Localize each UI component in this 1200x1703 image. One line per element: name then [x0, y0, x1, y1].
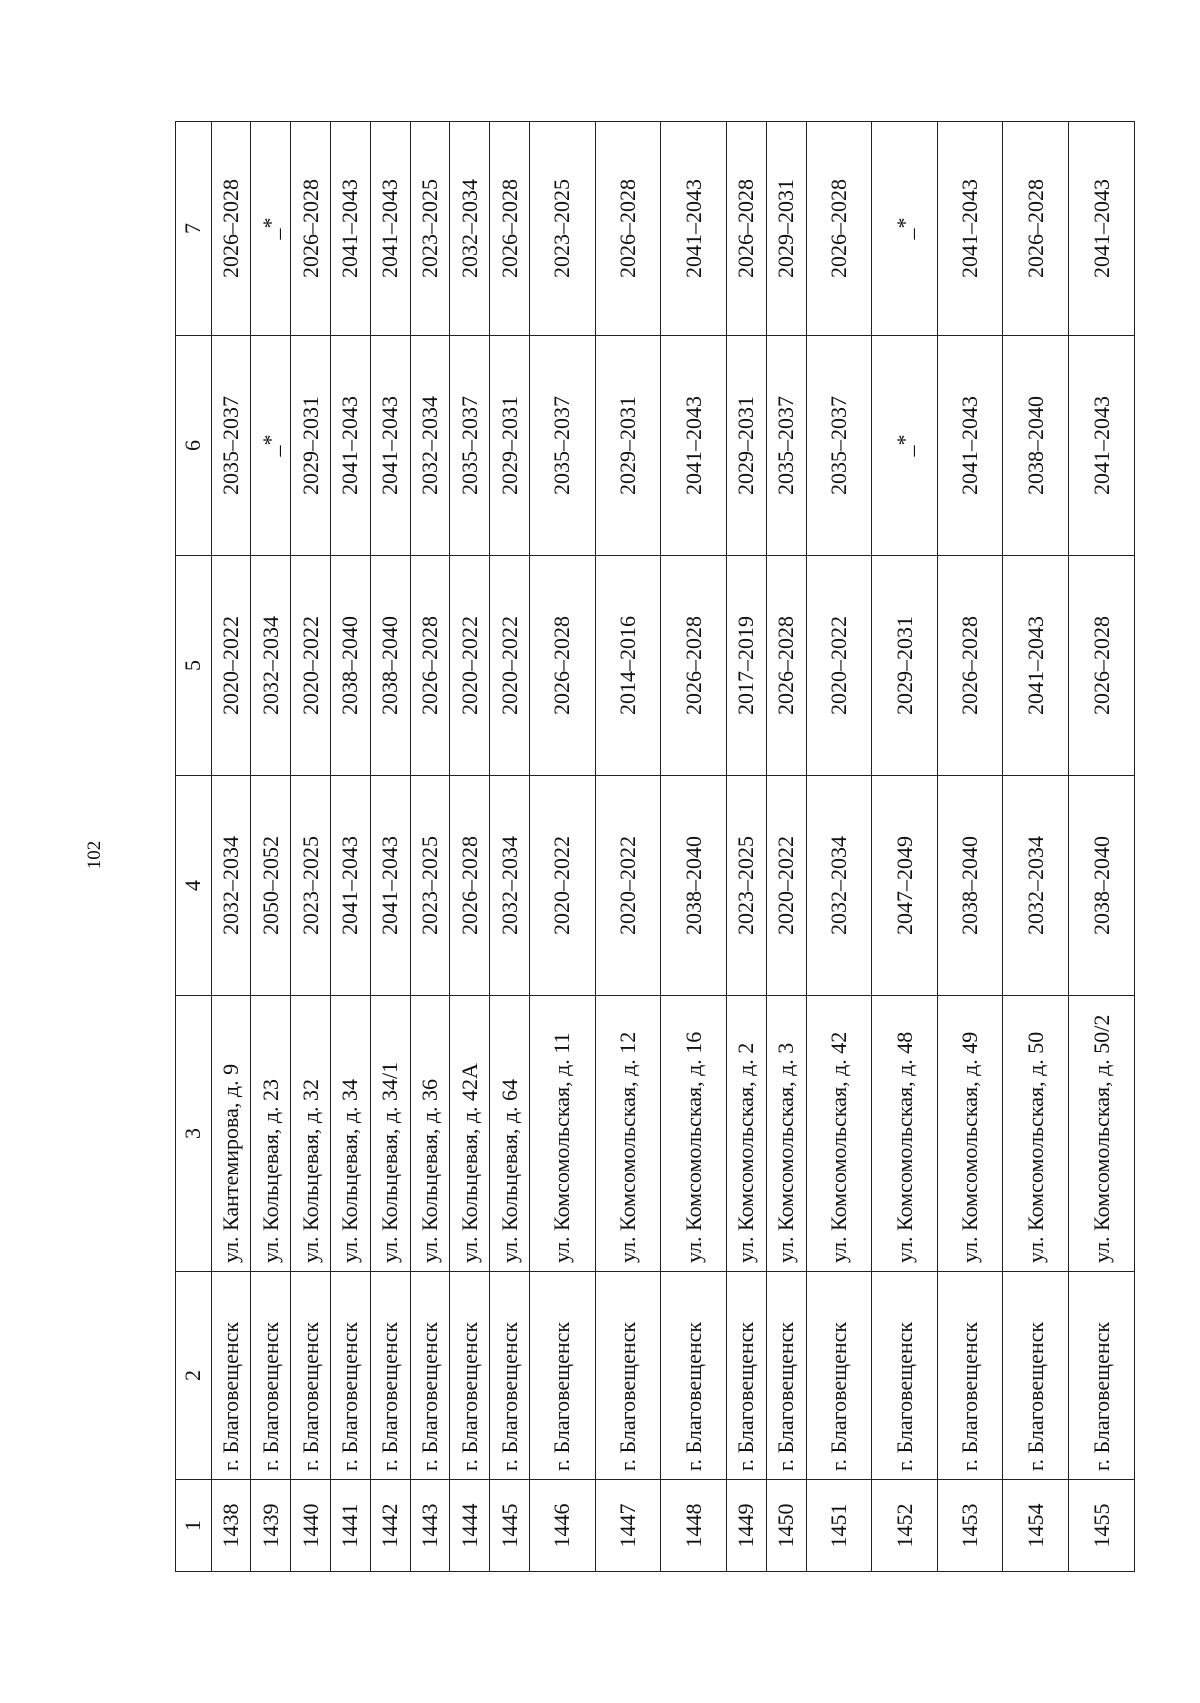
table-row [330, 122, 370, 1572]
period-cell-7: _* [251, 122, 291, 336]
table-row [726, 122, 766, 1572]
row-number-cell: 1444 [450, 1480, 490, 1572]
period-cell-5: 2020–2022 [490, 556, 530, 776]
period-cell-4: 2032–2034 [1003, 776, 1069, 996]
table-row [211, 122, 251, 1572]
city-cell: г. Благовещенск [291, 1272, 331, 1480]
period-cell-4: 2038–2040 [661, 776, 727, 996]
period-cell-4: 2020–2022 [530, 776, 596, 996]
row-number-cell: 1447 [595, 1480, 661, 1572]
city-cell: г. Благовещенск [1003, 1272, 1069, 1480]
period-cell-5: 2026–2028 [1069, 556, 1135, 776]
address-cell: ул. Комсомольская, д. 48 [872, 996, 938, 1272]
city-cell: г. Благовещенск [595, 1272, 661, 1480]
period-cell-5: 2026–2028 [937, 556, 1003, 776]
period-cell-7: 2041–2043 [937, 122, 1003, 336]
address-cell: ул. Комсомольская, д. 12 [595, 996, 661, 1272]
table-row [410, 122, 450, 1572]
period-cell-5: 2026–2028 [766, 556, 806, 776]
city-cell: г. Благовещенск [450, 1272, 490, 1480]
period-cell-6: 2035–2037 [211, 336, 251, 556]
table-row [1069, 122, 1135, 1572]
table-body [176, 122, 1135, 1572]
row-number-cell: 1453 [937, 1480, 1003, 1572]
period-cell-7: 2023–2025 [410, 122, 450, 336]
address-cell: ул. Комсомольская, д. 50/2 [1069, 996, 1135, 1272]
period-cell-7: 2029–2031 [766, 122, 806, 336]
address-cell: ул. Комсомольская, д. 16 [661, 996, 727, 1272]
period-cell-5: 2026–2028 [410, 556, 450, 776]
period-cell-5: 2020–2022 [211, 556, 251, 776]
period-cell-7: 2032–2034 [450, 122, 490, 336]
row-number-cell: 1443 [410, 1480, 450, 1572]
period-cell-6: 2041–2043 [661, 336, 727, 556]
table-row [291, 122, 331, 1572]
address-cell: ул. Кольцевая, д. 23 [251, 996, 291, 1272]
column-header: 2 [176, 1272, 212, 1480]
city-cell: г. Благовещенск [530, 1272, 596, 1480]
row-number-cell: 1451 [806, 1480, 872, 1572]
row-number-cell: 1448 [661, 1480, 727, 1572]
address-cell: ул. Комсомольская, д. 49 [937, 996, 1003, 1272]
table-row [1003, 122, 1069, 1572]
period-cell-4: 2023–2025 [410, 776, 450, 996]
period-cell-6: 2038–2040 [1003, 336, 1069, 556]
city-cell: г. Благовещенск [251, 1272, 291, 1480]
period-cell-5: 2026–2028 [530, 556, 596, 776]
period-cell-6: 2041–2043 [330, 336, 370, 556]
period-cell-6: 2035–2037 [806, 336, 872, 556]
address-cell: ул. Кольцевая, д. 32 [291, 996, 331, 1272]
period-cell-6: 2041–2043 [1069, 336, 1135, 556]
period-cell-6: 2035–2037 [450, 336, 490, 556]
table-row [490, 122, 530, 1572]
address-cell: ул. Комсомольская, д. 50 [1003, 996, 1069, 1272]
city-cell: г. Благовещенск [872, 1272, 938, 1480]
row-number-cell: 1445 [490, 1480, 530, 1572]
table-row [806, 122, 872, 1572]
row-number-cell: 1441 [330, 1480, 370, 1572]
period-cell-7: 2026–2028 [806, 122, 872, 336]
address-cell: ул. Кольцевая, д. 36 [410, 996, 450, 1272]
period-cell-7: 2041–2043 [1069, 122, 1135, 336]
period-cell-7: 2041–2043 [661, 122, 727, 336]
period-cell-7: 2026–2028 [1003, 122, 1069, 336]
address-cell: ул. Кольцевая, д. 42А [450, 996, 490, 1272]
address-cell: ул. Кольцевая, д. 34/1 [370, 996, 410, 1272]
city-cell: г. Благовещенск [726, 1272, 766, 1480]
city-cell: г. Благовещенск [211, 1272, 251, 1480]
period-cell-7: 2026–2028 [726, 122, 766, 336]
table-row [595, 122, 661, 1572]
period-cell-7: 2026–2028 [490, 122, 530, 336]
address-cell: ул. Комсомольская, д. 11 [530, 996, 596, 1272]
address-cell: ул. Кантемирова, д. 9 [211, 996, 251, 1272]
period-cell-5: 2020–2022 [450, 556, 490, 776]
period-cell-4: 2038–2040 [937, 776, 1003, 996]
row-number-cell: 1455 [1069, 1480, 1135, 1572]
period-cell-6: 2035–2037 [766, 336, 806, 556]
row-number-cell: 1449 [726, 1480, 766, 1572]
period-cell-5: 2020–2022 [806, 556, 872, 776]
row-number-cell: 1440 [291, 1480, 331, 1572]
period-cell-7: 2041–2043 [330, 122, 370, 336]
row-number-cell: 1454 [1003, 1480, 1069, 1572]
row-number-cell: 1452 [872, 1480, 938, 1572]
period-cell-4: 2023–2025 [726, 776, 766, 996]
period-cell-6: 2032–2034 [410, 336, 450, 556]
column-header: 6 [176, 336, 212, 556]
period-cell-5: 2026–2028 [661, 556, 727, 776]
period-cell-7: 2041–2043 [370, 122, 410, 336]
table-row [530, 122, 596, 1572]
table-row [766, 122, 806, 1572]
address-cell: ул. Кольцевая, д. 64 [490, 996, 530, 1272]
period-cell-7: 2026–2028 [291, 122, 331, 336]
period-cell-6: 2041–2043 [937, 336, 1003, 556]
column-header: 1 [176, 1480, 212, 1572]
address-cell: ул. Кольцевая, д. 34 [330, 996, 370, 1272]
city-cell: г. Благовещенск [937, 1272, 1003, 1480]
address-cell: ул. Комсомольская, д. 3 [766, 996, 806, 1272]
table-row [450, 122, 490, 1572]
period-cell-4: 2032–2034 [211, 776, 251, 996]
period-cell-4: 2020–2022 [766, 776, 806, 996]
column-header: 3 [176, 996, 212, 1272]
period-cell-4: 2032–2034 [490, 776, 530, 996]
period-cell-5: 2029–2031 [872, 556, 938, 776]
address-cell: ул. Комсомольская, д. 2 [726, 996, 766, 1272]
period-cell-5: 2038–2040 [330, 556, 370, 776]
city-cell: г. Благовещенск [330, 1272, 370, 1480]
period-cell-7: 2026–2028 [595, 122, 661, 336]
period-cell-4: 2026–2028 [450, 776, 490, 996]
table-row [872, 122, 938, 1572]
period-cell-5: 2017–2019 [726, 556, 766, 776]
period-cell-5: 2032–2034 [251, 556, 291, 776]
period-cell-4: 2038–2040 [1069, 776, 1135, 996]
page-number: 102 [84, 840, 105, 870]
column-header: 7 [176, 122, 212, 336]
row-number-cell: 1450 [766, 1480, 806, 1572]
period-cell-4: 2050–2052 [251, 776, 291, 996]
row-number-cell: 1442 [370, 1480, 410, 1572]
schedule-table [175, 121, 1135, 1572]
period-cell-4: 2023–2025 [291, 776, 331, 996]
period-cell-6: _* [872, 336, 938, 556]
period-cell-4: 2020–2022 [595, 776, 661, 996]
period-cell-5: 2041–2043 [1003, 556, 1069, 776]
period-cell-6: _* [251, 336, 291, 556]
row-number-cell: 1439 [251, 1480, 291, 1572]
table-row [661, 122, 727, 1572]
city-cell: г. Благовещенск [766, 1272, 806, 1480]
period-cell-6: 2041–2043 [370, 336, 410, 556]
column-header: 4 [176, 776, 212, 996]
city-cell: г. Благовещенск [410, 1272, 450, 1480]
period-cell-6: 2029–2031 [490, 336, 530, 556]
table-row [370, 122, 410, 1572]
period-cell-6: 2035–2037 [530, 336, 596, 556]
city-cell: г. Благовещенск [806, 1272, 872, 1480]
period-cell-4: 2032–2034 [806, 776, 872, 996]
city-cell: г. Благовещенск [490, 1272, 530, 1480]
period-cell-5: 2014–2016 [595, 556, 661, 776]
table-header-row [176, 122, 212, 1572]
period-cell-4: 2041–2043 [330, 776, 370, 996]
city-cell: г. Благовещенск [370, 1272, 410, 1480]
period-cell-7: 2026–2028 [211, 122, 251, 336]
row-number-cell: 1446 [530, 1480, 596, 1572]
period-cell-4: 2041–2043 [370, 776, 410, 996]
table-frame [175, 122, 1135, 1572]
period-cell-4: 2047–2049 [872, 776, 938, 996]
city-cell: г. Благовещенск [1069, 1272, 1135, 1480]
period-cell-7: _* [872, 122, 938, 336]
period-cell-5: 2020–2022 [291, 556, 331, 776]
city-cell: г. Благовещенск [661, 1272, 727, 1480]
address-cell: ул. Комсомольская, д. 42 [806, 996, 872, 1272]
period-cell-6: 2029–2031 [726, 336, 766, 556]
column-header: 5 [176, 556, 212, 776]
period-cell-6: 2029–2031 [291, 336, 331, 556]
table-row [251, 122, 291, 1572]
period-cell-6: 2029–2031 [595, 336, 661, 556]
row-number-cell: 1438 [211, 1480, 251, 1572]
period-cell-5: 2038–2040 [370, 556, 410, 776]
period-cell-7: 2023–2025 [530, 122, 596, 336]
table-row [937, 122, 1003, 1572]
